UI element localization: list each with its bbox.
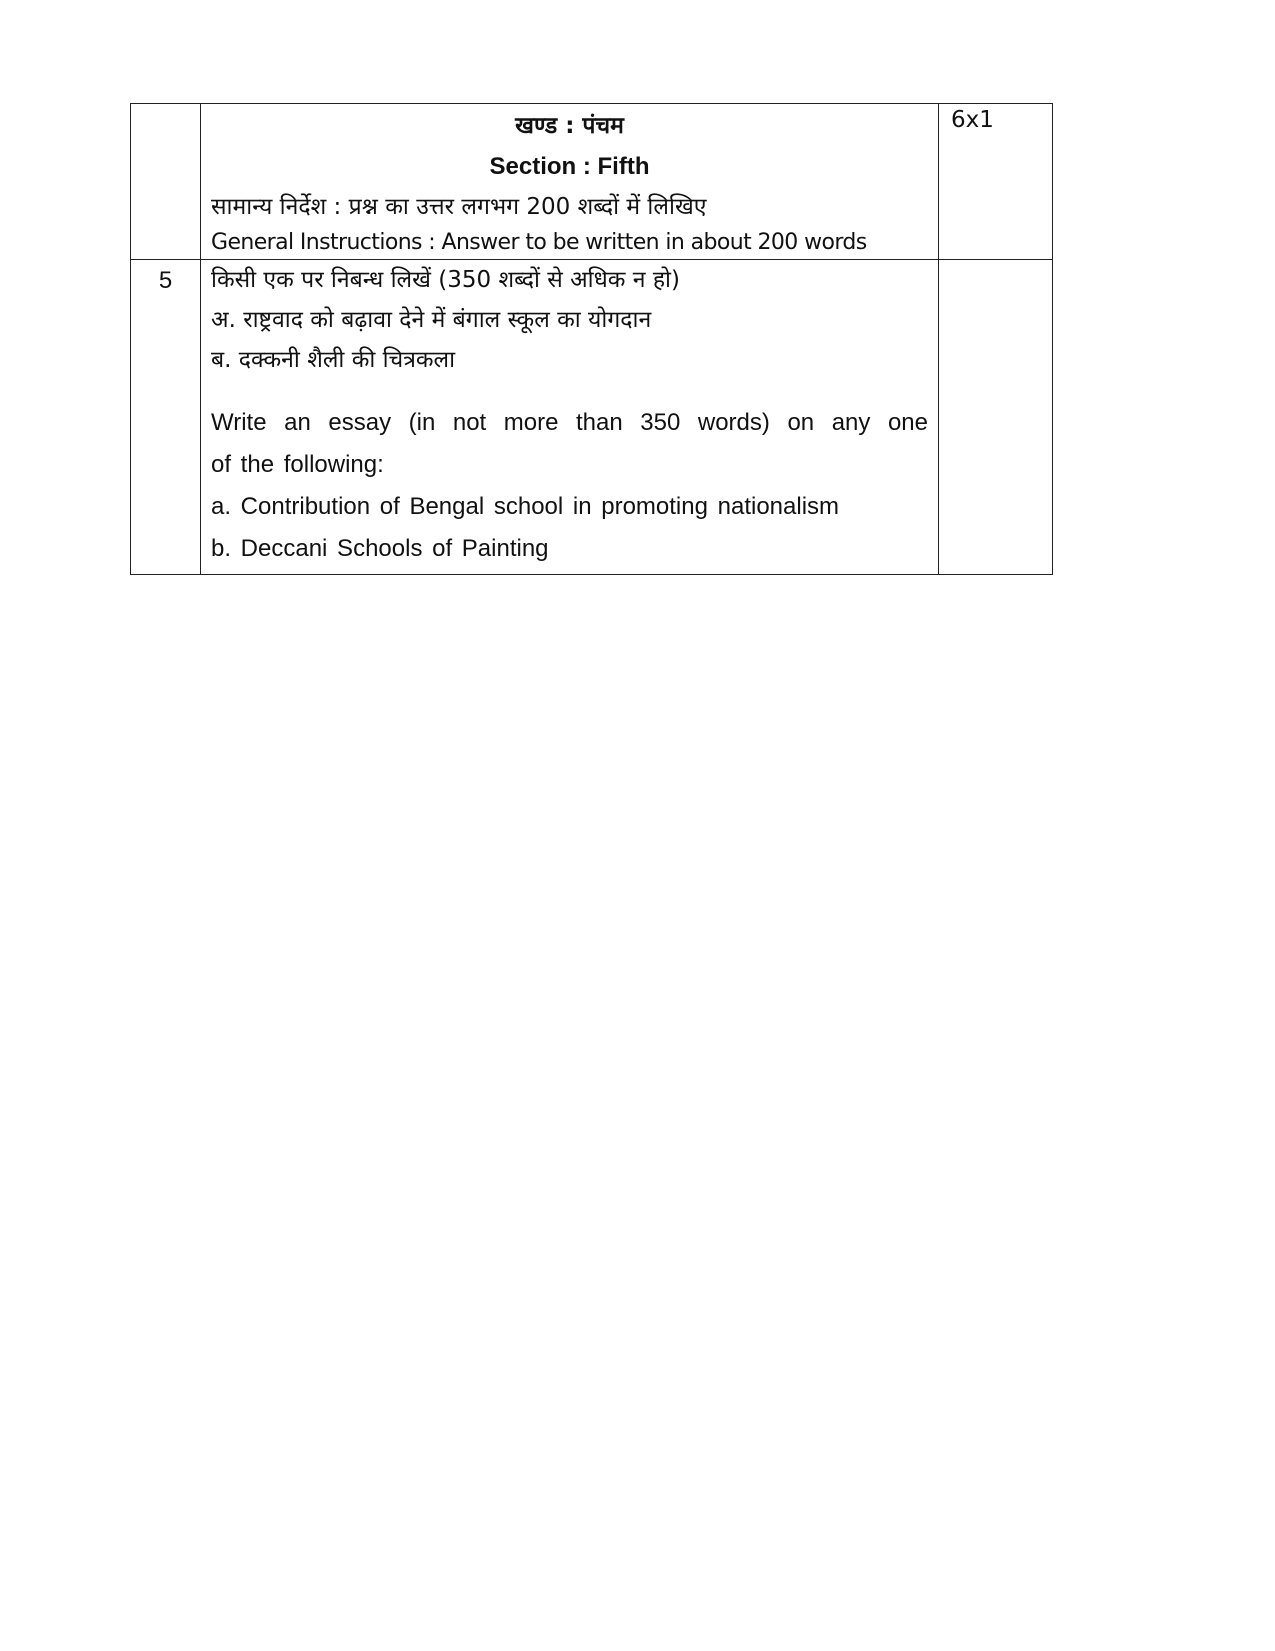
question-table: [130, 103, 1053, 575]
section-header-row: [131, 104, 1053, 260]
section-header-cell: [201, 104, 939, 260]
instructions-hindi: सामान्य निर्देश : प्रश्न का उत्तर लगभग 200 शब्दों में लिखिए: [211, 194, 707, 220]
question-paper-section: [130, 103, 1052, 573]
question-prompt-english-line1: Write an essay (in not more than 350 words) on any one: [211, 409, 928, 436]
question-body-cell: [201, 260, 939, 575]
number-cell: [131, 260, 201, 575]
question-option-english-b: b. Deccani Schools of Painting: [211, 535, 549, 562]
spacer: [211, 380, 928, 402]
question-row: [131, 260, 1053, 575]
question-option-english-a: a. Contribution of Bengal school in promoting nationalism: [211, 493, 840, 520]
question-option-hindi-a: अ. राष्ट्रवाद को बढ़ावा देने में बंगाल स्कूल का योगदान: [211, 307, 652, 333]
marks-cell: [939, 104, 1053, 260]
question-number: 5: [158, 267, 173, 294]
question-prompt-hindi: किसी एक पर निबन्ध लिखें (350 शब्दों से अधिक न हो): [211, 267, 680, 293]
marks-value: 6x1: [951, 107, 994, 133]
section-title-hindi: खण्ड : पंचम: [515, 113, 624, 139]
instructions-english: General Instructions : Answer to be written in about 200 words: [211, 230, 867, 255]
section-title-english: Section : Fifth: [489, 153, 650, 180]
number-cell-empty: [131, 104, 201, 260]
question-prompt-english-line2: of the following:: [211, 451, 384, 478]
marks-cell-empty: [939, 260, 1053, 575]
question-option-hindi-b: ब. दक्कनी शैली की चित्रकला: [211, 347, 456, 373]
